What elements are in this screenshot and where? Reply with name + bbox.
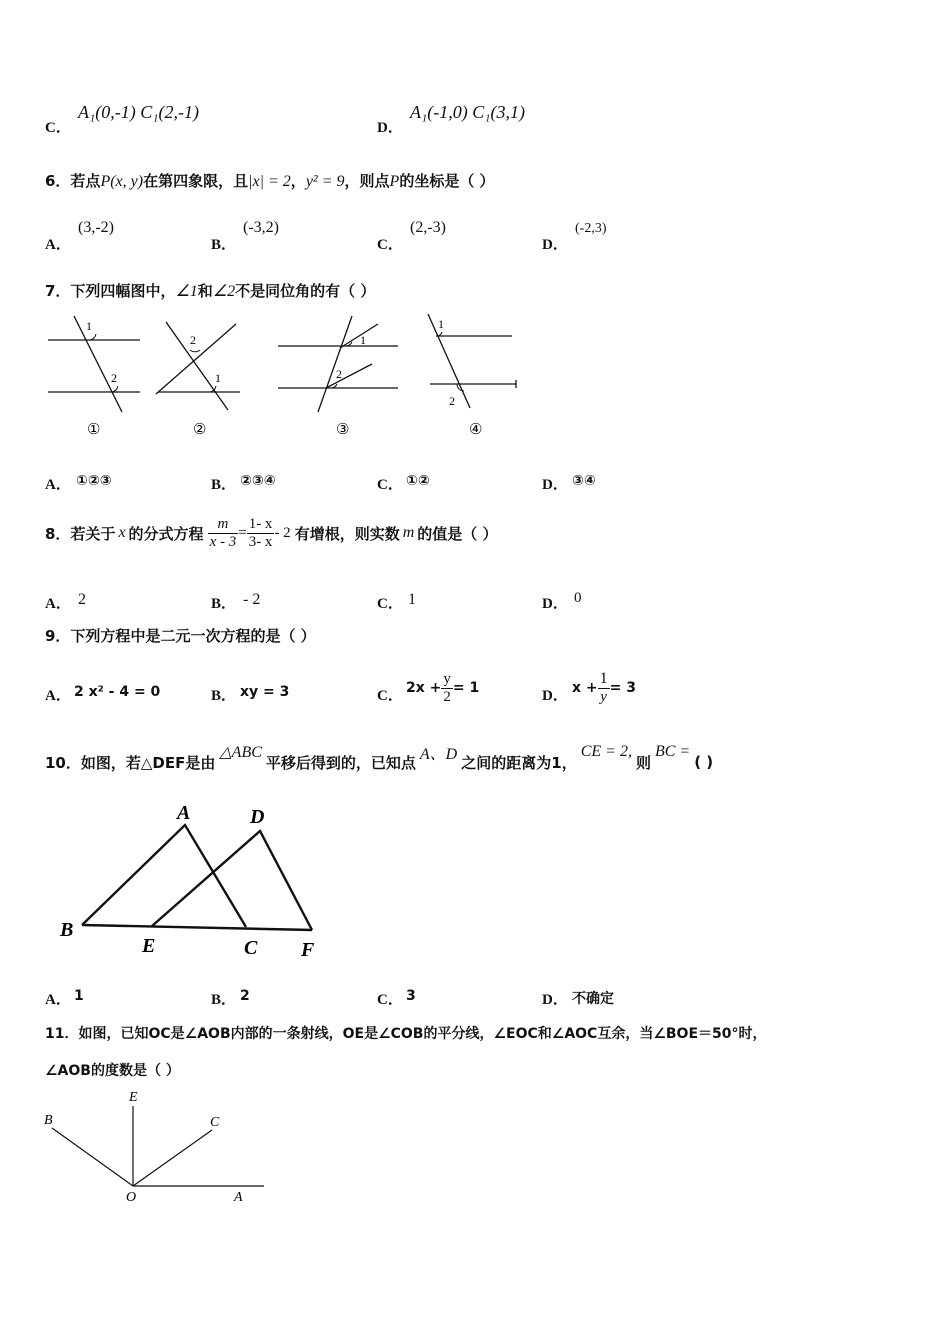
q11-point-c: C xyxy=(210,1115,220,1130)
ray-ob xyxy=(52,1128,133,1186)
q11-stem-line-1: 11．如图，已知OC是∠AOB内部的一条射线，OE是∠COB的平分线，∠EOC和∠AOC互余，当∠BOE＝50°时， xyxy=(45,1026,767,1042)
q9-stem: 9．下列方程中是二元一次方程的是（ ） xyxy=(45,627,316,645)
q7-option-c-value: ①② xyxy=(406,473,430,489)
q10-option-d-label: D． xyxy=(542,992,568,1008)
q11-stem-line-2: ∠AOB的度数是（ ） xyxy=(45,1063,180,1079)
q7-option-a-label: A． xyxy=(45,477,71,493)
q7-figure-2 xyxy=(156,322,240,438)
q7-fig3-angle-2: 2 xyxy=(336,367,342,381)
q5-option-d-math: A₁(-1,0) C₁(3,1) xyxy=(410,102,525,122)
q9-option-b-label: B． xyxy=(211,688,237,704)
q11-point-b: B xyxy=(44,1113,53,1128)
q8-option-c-value: 1 xyxy=(408,591,416,608)
q6-option-a-label: A． xyxy=(45,237,71,253)
q10-option-a-value: 1 xyxy=(74,988,84,1004)
q6-option-d-value: (-2,3) xyxy=(575,221,607,236)
q10-point-b: B xyxy=(60,919,74,941)
q7-fig1-angle-2: 2 xyxy=(111,371,117,385)
q7-fig1-caption: ① xyxy=(87,422,101,438)
q10-stem: 10．如图，若△DEF是由 △ABC 平移后得到的，已知点 A、D 之间的距离为1， CE = 2, 则 BC = ( ) xyxy=(45,743,714,772)
q8-option-a-label: A． xyxy=(45,596,71,612)
q10-point-d: D xyxy=(250,806,265,828)
q5-option-d-label: D． xyxy=(377,120,403,136)
q7-fig1-angle-1: 1 xyxy=(86,319,92,333)
q6-option-c-value: (2,-3) xyxy=(410,219,446,236)
q10-option-d-value: 不确定 xyxy=(572,991,614,1007)
q9-option-c-label: C． xyxy=(377,688,403,704)
q8-option-a-value: 2 xyxy=(78,591,86,608)
q7-option-a-value: ①②③ xyxy=(76,473,112,489)
q7-fig2-caption: ② xyxy=(193,422,207,438)
q6-option-c-label: C． xyxy=(377,237,403,253)
q7-option-b-label: B． xyxy=(211,477,237,493)
q7-fig3-angle-1: 1 xyxy=(360,333,366,347)
q6-option-b-label: B． xyxy=(211,237,237,253)
q5-option-c-label: C． xyxy=(45,120,71,136)
q7-option-b-value: ②③④ xyxy=(240,473,276,489)
q8-fraction-1: $\frac{m}{x - 3}$ xyxy=(209,515,237,550)
q7-fig2-angle-1: 1 xyxy=(215,371,221,385)
q8-option-b-value: - 2 xyxy=(243,591,261,608)
q11-point-e: E xyxy=(129,1090,138,1105)
q6-stem: 6．若点P(x, y)在第四象限，且|x| = 2，y² = 9，则点P的坐标是（ ） xyxy=(45,172,495,190)
q7-option-c-label: C． xyxy=(377,477,403,493)
triangle-abc xyxy=(82,825,246,927)
q10-option-a-label: A． xyxy=(45,992,71,1008)
q8-option-c-label: C． xyxy=(377,596,403,612)
line-bf xyxy=(82,925,312,930)
q7-option-d-value: ③④ xyxy=(572,473,596,489)
q8-stem: 8．若关于 x 的分式方程 $\frac{m}{x - 3}$ = $\frac{1- x}{3- x}$ - 2 有增根，则实数 m 的值是（ ） xyxy=(45,515,498,550)
q9-option-c-value: 2x + $\frac{y}{2}$ = 1 xyxy=(406,670,480,705)
q7-fig4-caption: ④ xyxy=(469,422,483,438)
q6-y-squared: y² = 9 xyxy=(305,173,345,190)
q7-figure-3 xyxy=(278,316,398,438)
q6-point-p: P(x, y) xyxy=(100,173,144,190)
q6-abs-x: |x| = 2 xyxy=(248,173,291,190)
q10-point-a: A xyxy=(177,802,191,824)
q9-option-d-label: D． xyxy=(542,688,568,704)
q7-fig4-angle-2: 2 xyxy=(449,394,455,408)
q10-triangles-figure xyxy=(52,796,332,966)
q7-stem: 7．下列四幅图中，∠1和∠2不是同位角的有（ ） xyxy=(45,282,376,300)
q7-fig3-caption: ③ xyxy=(336,422,350,438)
q10-option-c-label: C． xyxy=(377,992,403,1008)
q9-option-d-value: x + $\frac{1}{y}$ = 3 xyxy=(572,670,636,705)
q7-fig4-angle-1: 1 xyxy=(438,317,444,331)
q11-point-o: O xyxy=(126,1190,137,1205)
q10-triangle-abc: △ABC xyxy=(219,744,262,761)
q7-fig2-angle-2: 2 xyxy=(190,333,196,347)
q11-rays-figure xyxy=(40,1088,265,1213)
q8-option-b-label: B． xyxy=(211,596,237,612)
q7-option-d-label: D． xyxy=(542,477,568,493)
q6-option-b-value: (-3,2) xyxy=(243,219,279,236)
q7-figures xyxy=(40,308,530,443)
q7-figure-4 xyxy=(428,314,516,438)
q6-option-a-value: (3,-2) xyxy=(78,219,114,236)
q6-option-d-label: D． xyxy=(542,237,568,253)
q5-option-c-math: A₁(0,-1) C₁(2,-1) xyxy=(78,102,199,122)
q8-option-d-value: 0 xyxy=(574,590,582,606)
q8-option-d-label: D． xyxy=(542,596,568,612)
triangle-def xyxy=(152,831,312,930)
ray-oc xyxy=(133,1130,212,1186)
q8-fraction-2: $\frac{1- x}{3- x}$ xyxy=(248,515,273,550)
q7-figure-1 xyxy=(48,316,140,438)
q9-option-b-value: xy = 3 xyxy=(240,684,290,700)
q10-point-c: C xyxy=(244,937,258,959)
q10-option-c-value: 3 xyxy=(406,988,416,1004)
q11-point-a: A xyxy=(234,1190,243,1205)
q10-point-f: F xyxy=(301,939,315,961)
q10-option-b-value: 2 xyxy=(240,988,250,1004)
q9-option-a-value: 2 x² - 4 = 0 xyxy=(74,684,161,700)
q9-option-a-label: A． xyxy=(45,688,71,704)
q10-point-e: E xyxy=(142,935,156,957)
q10-option-b-label: B． xyxy=(211,992,237,1008)
